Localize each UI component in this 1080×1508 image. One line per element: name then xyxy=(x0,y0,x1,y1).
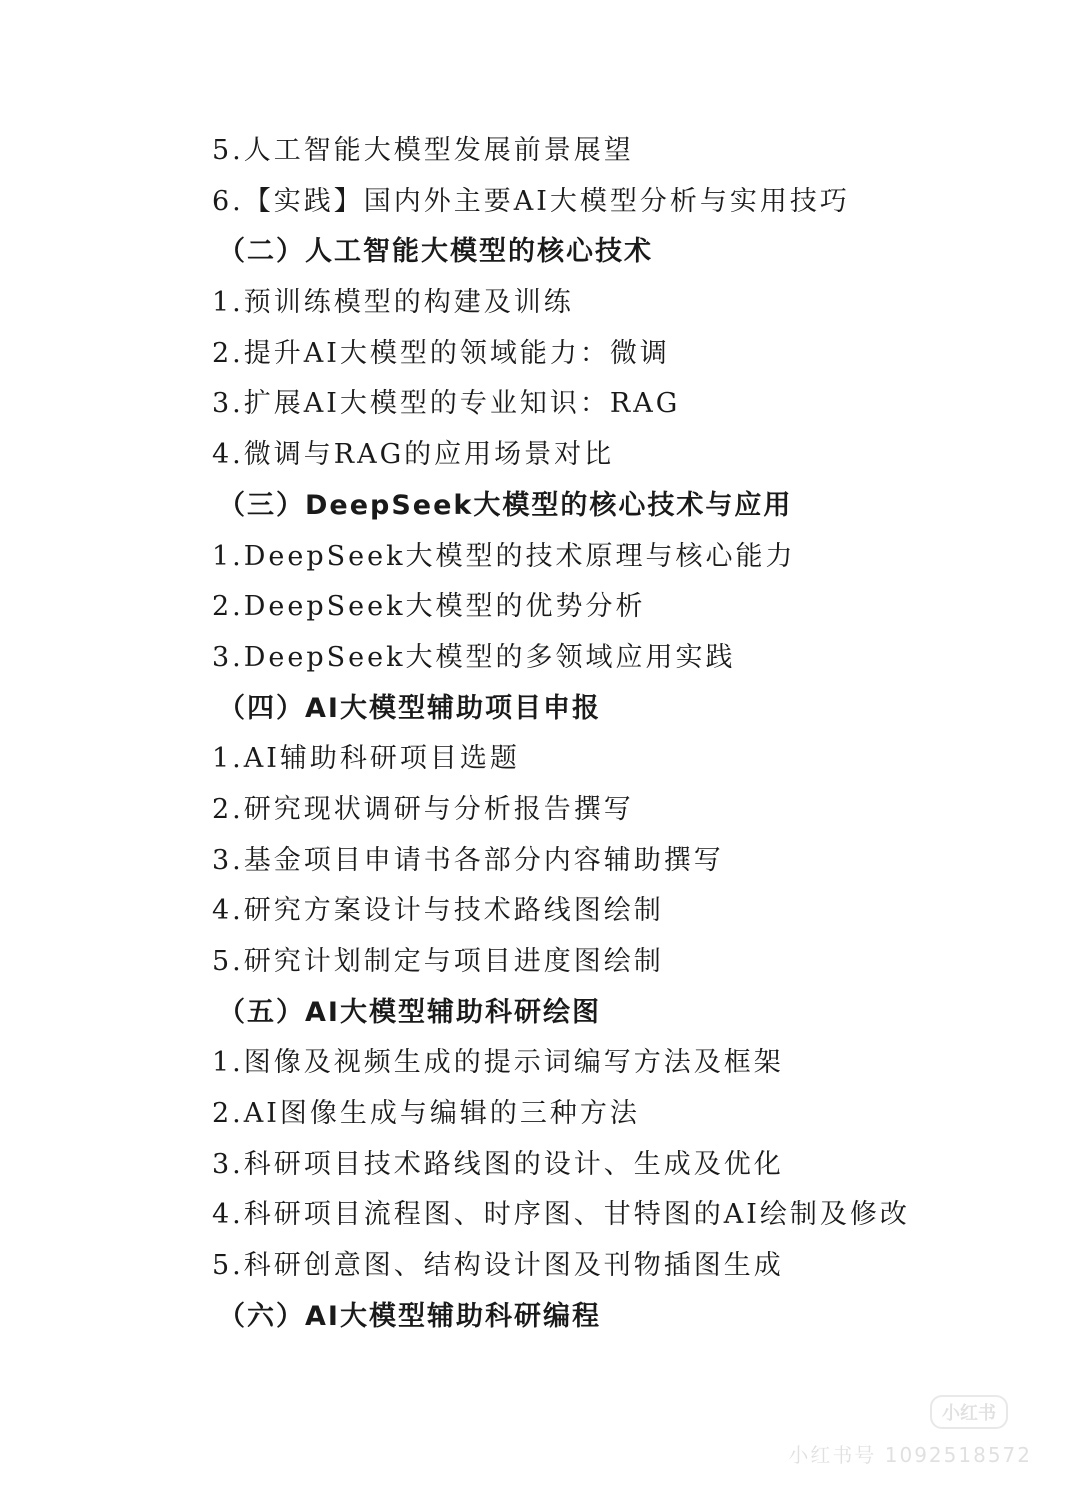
list-item: 5.研究计划制定与项目进度图绘制 xyxy=(212,946,664,977)
list-item: 1.AI辅助科研项目选题 xyxy=(212,743,520,775)
list-item: 4.科研项目流程图、时序图、甘特图的AI绘制及修改 xyxy=(212,1199,910,1231)
watermark-text: 小红书号 1092518572 xyxy=(788,1443,1032,1467)
list-item: 1.预训练模型的构建及训练 xyxy=(212,287,574,319)
watermark-logo: 小红书 xyxy=(930,1395,1008,1429)
list-item: 4.微调与RAG的应用场景对比 xyxy=(212,439,615,471)
list-item: 6.【实践】国内外主要AI大模型分析与实用技巧 xyxy=(212,185,850,217)
section-heading: （三）DeepSeek大模型的核心技术与应用 xyxy=(218,489,793,521)
list-item: 5.人工智能大模型发展前景展望 xyxy=(212,135,634,166)
list-item: 3.科研项目技术路线图的设计、生成及优化 xyxy=(212,1148,784,1180)
list-item: 3.扩展AI大模型的专业知识：RAG xyxy=(212,388,681,420)
list-item: 2.提升AI大模型的领域能力：微调 xyxy=(212,337,670,369)
list-item: 2.AI图像生成与编辑的三种方法 xyxy=(212,1098,640,1130)
section-heading: （六）AI大模型辅助科研编程 xyxy=(218,1300,601,1332)
list-item: 1.图像及视频生成的提示词编写方法及框架 xyxy=(212,1047,784,1079)
document-body xyxy=(212,126,1012,1343)
section-heading: （五）AI大模型辅助科研绘图 xyxy=(218,996,601,1028)
section-heading: （四）AI大模型辅助项目申报 xyxy=(218,692,601,724)
list-item: 2.研究现状调研与分析报告撰写 xyxy=(212,793,634,825)
section-heading: （二）人工智能大模型的核心技术 xyxy=(218,236,653,268)
list-item: 3.DeepSeek大模型的多领域应用实践 xyxy=(212,641,736,673)
list-item: 5.科研创意图、结构设计图及刊物插图生成 xyxy=(212,1250,784,1282)
list-item: 2.DeepSeek大模型的优势分析 xyxy=(212,591,646,623)
watermark xyxy=(788,1395,1032,1468)
list-item: 4.研究方案设计与技术路线图绘制 xyxy=(212,895,664,927)
list-item: 1.DeepSeek大模型的技术原理与核心能力 xyxy=(212,540,796,572)
list-item: 3.基金项目申请书各部分内容辅助撰写 xyxy=(212,844,724,876)
